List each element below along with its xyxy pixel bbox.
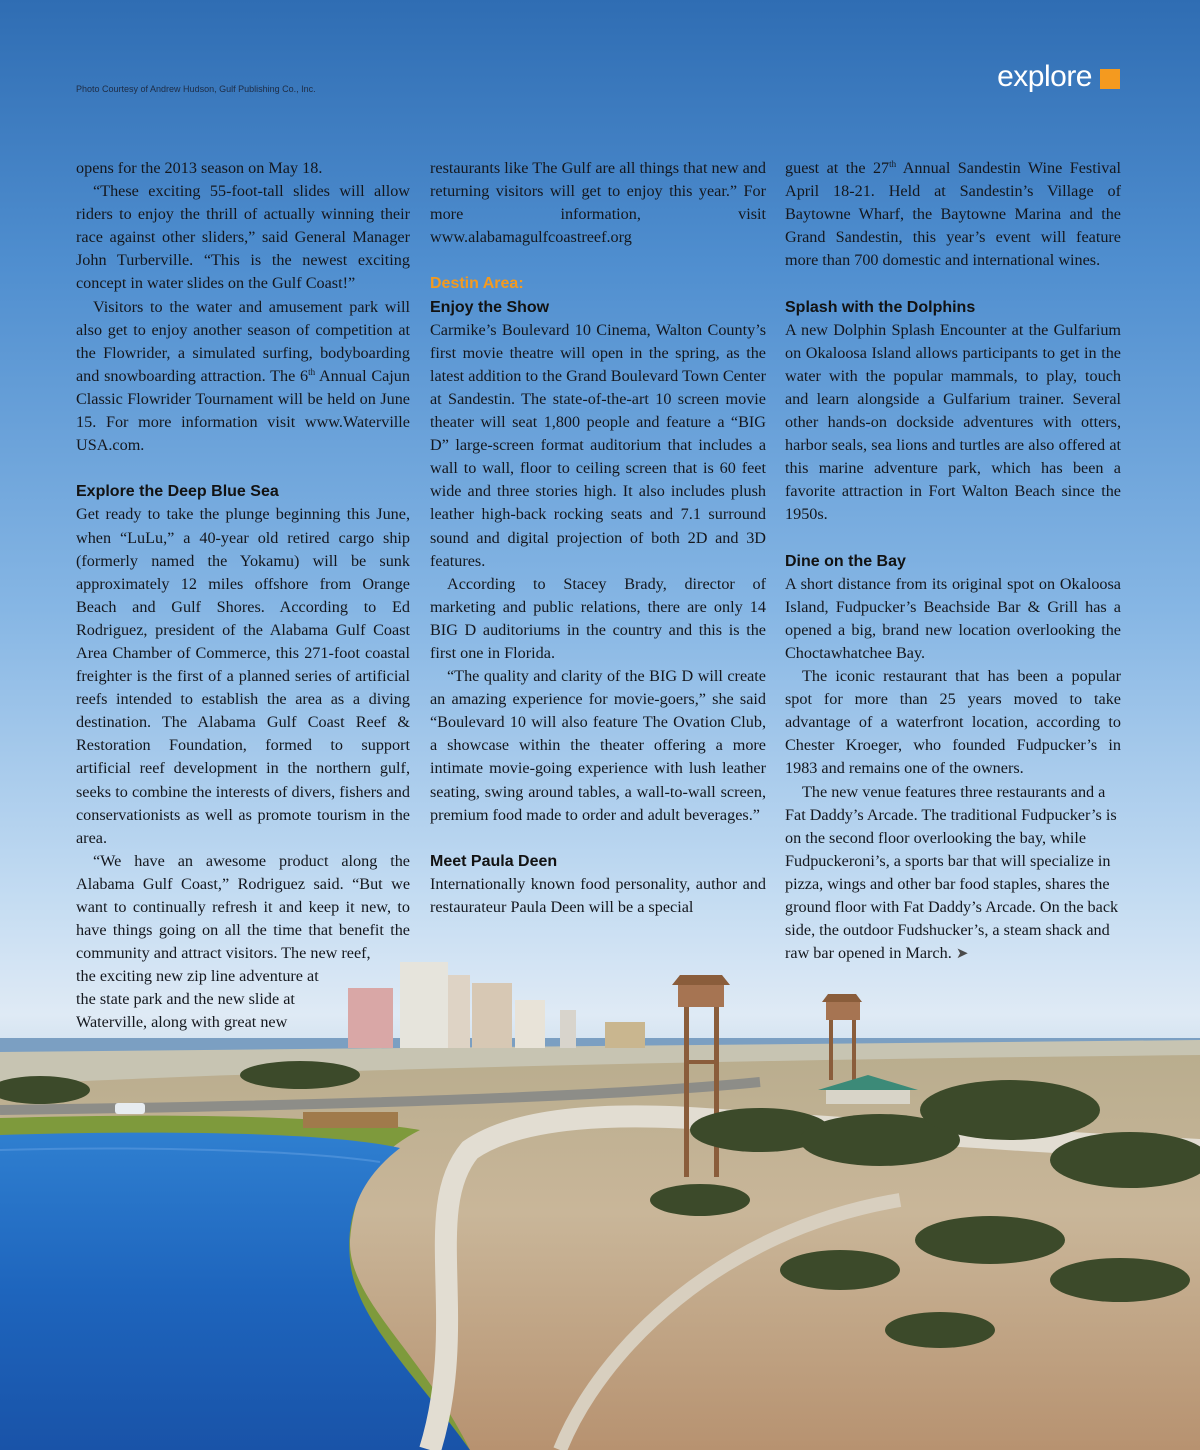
area-heading-destin: Destin Area: [430,275,524,293]
text-line: the exciting new zip line adventure at [76,967,319,986]
paragraph: According to Stacey Brady, director of marketing and public relations, there are only 14 BIG D auditoriums in the country and this is the first one in Florida. [430,574,766,662]
subheading-enjoy-the-show: Enjoy the Show [430,298,550,316]
subheading-deep-blue-sea: Explore the Deep Blue Sea [76,483,279,501]
building [448,975,470,1048]
car [115,1103,145,1114]
building [515,1000,545,1048]
article-column-2 [430,157,766,919]
paragraph: “We have an awesome product along the Alabama Gulf Coast,” Rodriguez said. “But we want to continually refresh it and keep it new, to have things going on all the time that benefit the community and attract visitors. The new reef, [76,851,410,963]
paragraph: opens for the 2013 season on May 18. [76,159,323,177]
building [605,1022,645,1048]
photo-credit: Photo Courtesy of Andrew Hudson, Gulf Publishing Co., Inc. [76,84,316,94]
article-column-3 [785,157,1121,965]
article-column-1 [76,157,410,1035]
text-line: Waterville, along with great new [76,1013,288,1032]
paragraph: Get ready to take the plunge beginning this June, when “LuLu,” a 40-year old retired cargo ship (formerly named the Yokamu) will be sunk approximately 12 miles offshore from Orange Beach and Gulf Shores. According to Ed Rodriguez, president of the Alabama Gulf Coast Area Chamber of Commerce, this 271-foot coastal freighter is the first of a planned series of artificial reefs intended to establish the area as a diving destination. The Alabama Gulf Coast Reef & Restoration Foundation, formed to support artificial reef development in the northern gulf, seeks to combine the interests of divers, fishers and conservationists as well as promote tourism in the area. [76,505,410,847]
building [560,1010,576,1048]
paragraph: “The quality and clarity of the BIG D will create an amazing experience for movie-goers,” she said “Boulevard 10 will also feature The Ovation Club, a showcase within the theater offering a more intimate movie-going experience with lush leather seating, swing around tables, a wall-to-wall screen, premium food made to order and adult beverages.” [430,667,766,824]
paragraph: The iconic restaurant that has been a popular spot for more than 25 years moved to take advantage of a waterfront location, according to Chester Kroeger, who founded Fudpucker’s in 1983 and remains one of the owners. [785,667,1121,778]
paragraph: Carmike’s Boulevard 10 Cinema, Walton County’s first movie theatre will open in the spring, as the latest addition to the Grand Boulevard Town Center at Sandestin. The state-of-the-art 10 screen movie theater will seat 1,800 people and feature a “BIG D” large-screen format auditorium that includes a wall to wall, floor to ceiling screen that is 60 feet wide and three stories high. It also includes plush leather high-back rocking seats and 7.1 surround sound and digital projection of both 2D and 3D features. [430,320,766,570]
section-marker-square [1100,69,1120,89]
paragraph: “These exciting 55-foot-tall slides will allow riders to enjoy the thrill of actually winning their race against other sliders,” said General Manager John Turberville. “This is the newest exciting concept in water slides on the Gulf Coast!” [76,182,410,293]
paragraph: restaurants like The Gulf are all things that new and returning visitors will get to enjoy this year.” For more information, visit www.alabamagulfcoastreef.org [430,159,766,247]
paragraph: A short distance from its original spot on Okaloosa Island, Fudpucker’s Beachside Bar & Grill has a opened a big, brand new location overlooking the Choctawhatchee Bay. [785,574,1121,662]
section-label: explore [997,60,1092,93]
text-line: the state park and the new slide at [76,990,295,1009]
paragraph: Internationally known food personality, author and restaurateur Paula Deen will be a special [430,874,766,916]
building [472,983,512,1048]
subheading-splash-with-dolphins: Splash with the Dolphins [785,298,976,316]
subheading-dine-on-the-bay: Dine on the Bay [785,552,906,570]
continue-arrow-icon: ➤ [955,944,969,963]
paragraph: The new venue features three restaurants and a Fat Daddy’s Arcade. The traditional Fudpucker’s is on the second floor overlooking the bay, while Fudpuckeroni’s, a sports bar that will specialize in pizza, wings and other bar food staples, shares the ground floor with Fat Daddy’s Arcade. On the back side, the outdoor Fudshucker’s, a steam shack and raw bar opened in March. ➤ [785,782,1119,963]
paragraph: guest at the 27th Annual Sandestin Wine Festival April 18-21. Held at Sandestin’s Village of Baytowne Wharf, the Baytowne Marina and the Grand Sandestin, this year’s event will feature more than 700 domestic and international wines. [785,159,1121,270]
paragraph: A new Dolphin Splash Encounter at the Gulfarium on Okaloosa Island allows participants to get in the water with the popular mammals, to play, touch and learn alongside a Gulfarium trainer. Several other hands-on dockside adventures with otters, harbor seals, sea lions and turtles are also offered at this marine adventure park, which has been a favorite attraction in Fort Walton Beach since the 1950s. [785,320,1121,524]
paragraph: Visitors to the water and amusement park will also get to enjoy another season of competition at the Flowrider, a simulated surfing, bodyboarding and snowboarding attraction. The 6th Annual Cajun Classic Flowrider Tournament will be held on June 15. For more information visit www.Waterville USA.com. [76,297,410,455]
fence [303,1112,398,1128]
subheading-meet-paula-deen: Meet Paula Deen [430,852,558,870]
